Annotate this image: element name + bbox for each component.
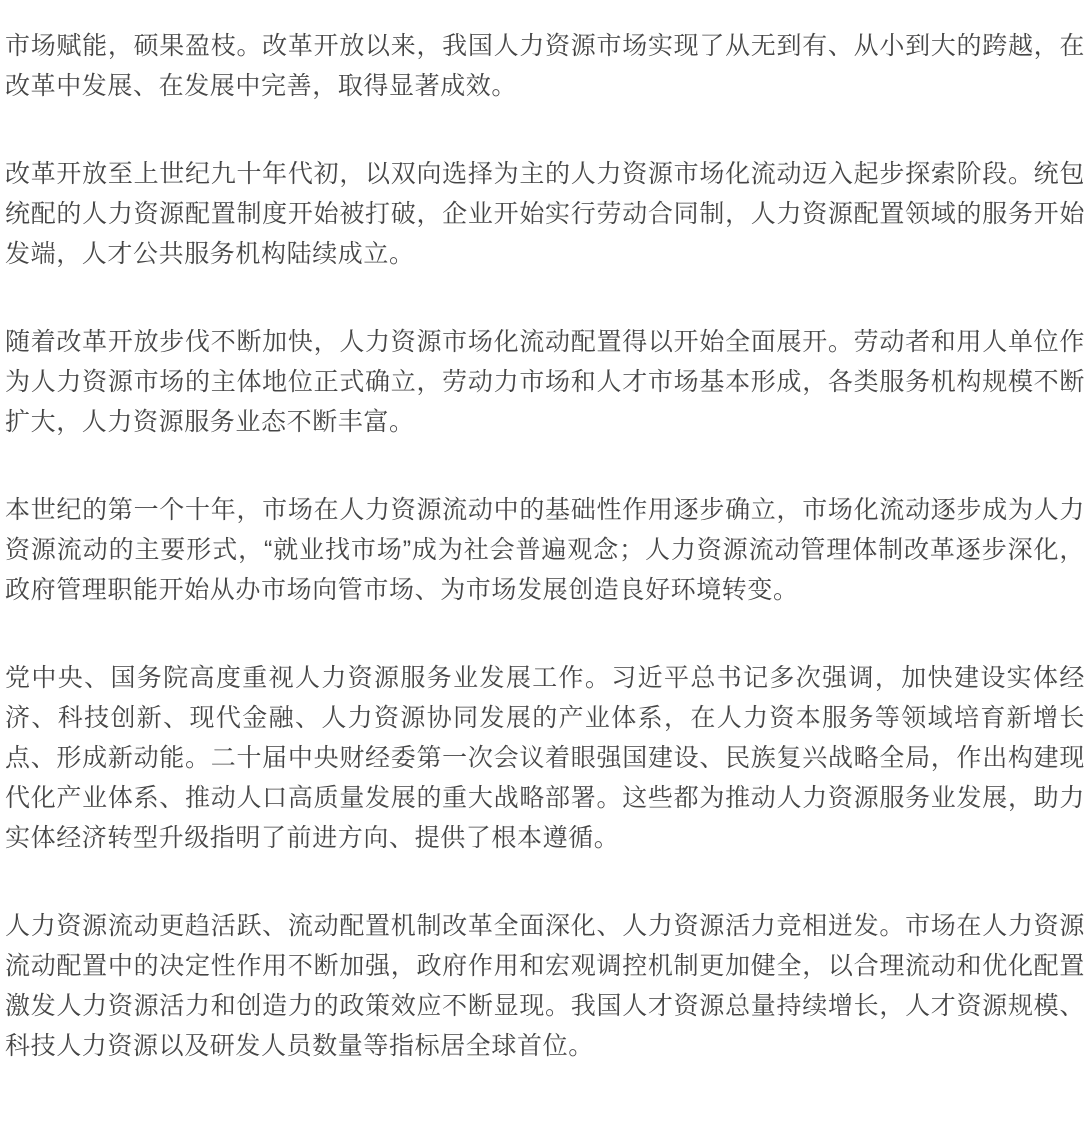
article-paragraph-6: 人力资源流动更趋活跃、流动配置机制改革全面深化、人力资源活力竞相迸发。市场在人力资源流动配置中的决定性作用不断加强，政府作用和宏观调控机制更加健全，以合理流动和优化配置激发人力资源活力和创造力的政策效应不断显现。我国人才资源总量持续增长，人才资源规模、科技人力资源以及研发人员数量等指标居全球首位。 xyxy=(5,912,1085,1060)
article-paragraph-5: 党中央、国务院高度重视人力资源服务业发展工作。习近平总书记多次强调，加快建设实体经济、科技创新、现代金融、人力资源协同发展的产业体系，在人力资本服务等领域培育新增长点、形成新动能。二十届中央财经委第一次会议着眼强国建设、民族复兴战略全局，作出构建现代化产业体系、推动人口高质量发展的重大战略部署。这些都为推动人力资源服务业发展，助力实体经济转型升级指明了前进方向、提供了根本遵循。 xyxy=(5,664,1085,852)
article-paragraph-1: 市场赋能，硕果盈枝。改革开放以来，我国人力资源市场实现了从无到有、从小到大的跨越，在改革中发展、在发展中完善，取得显著成效。 xyxy=(5,32,1085,100)
article-paragraph-3: 随着改革开放步伐不断加快，人力资源市场化流动配置得以开始全面展开。劳动者和用人单位作为人力资源市场的主体地位正式确立，劳动力市场和人才市场基本形成，各类服务机构规模不断扩大，人力资源服务业态不断丰富。 xyxy=(5,328,1085,436)
article-paragraph-2: 改革开放至上世纪九十年代初，以双向选择为主的人力资源市场化流动迈入起步探索阶段。统包统配的人力资源配置制度开始被打破，企业开始实行劳动合同制，人力资源配置领域的服务开始发端，人才公共服务机构陆续成立。 xyxy=(5,160,1085,268)
article-paragraph-4: 本世纪的第一个十年，市场在人力资源流动中的基础性作用逐步确立，市场化流动逐步成为人力资源流动的主要形式，“就业找市场”成为社会普遍观念；人力资源流动管理体制改革逐步深化，政府管理职能开始从办市场向管市场、为市场发展创造良好环境转变。 xyxy=(5,496,1085,604)
